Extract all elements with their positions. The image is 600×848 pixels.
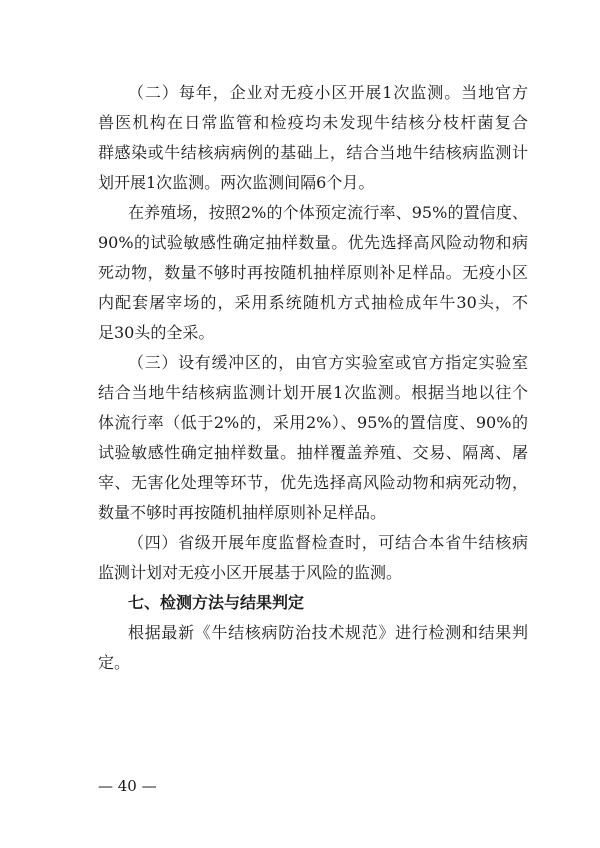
text-line: 试验敏感性确定抽样数量。抽样覆盖养殖、交易、隔离、屠	[98, 443, 528, 462]
text-line: 根据最新《牛结核病防治技术规范》进行检测和结果判	[128, 623, 528, 642]
text-line: 死动物，数量不够时再按随机抽样原则补足样品。无疫小区	[98, 263, 528, 282]
page-number: — 40 —	[98, 777, 157, 795]
text-line: 定。	[98, 653, 131, 672]
text-line: 兽医机构在日常监管和检疫均未发现牛结核分枝杆菌复合	[98, 113, 528, 132]
text-line: 体流行率（低于2%的，采用2%）、95%的置信度、90%的	[98, 413, 528, 432]
text-line: （二）每年，企业对无疫小区开展1次监测。当地官方	[128, 83, 528, 102]
text-line: 监测计划对无疫小区开展基于风险的监测。	[98, 563, 403, 582]
text-line: （四）省级开展年度监督检查时，可结合本省牛结核病	[128, 533, 528, 552]
text-line: （三）设有缓冲区的，由官方实验室或官方指定实验室	[128, 353, 528, 372]
text-line: 内配套屠宰场的，采用系统随机方式抽检成年牛30头，不	[98, 293, 528, 312]
text-line: 足30头的全采。	[98, 323, 215, 342]
text-line: 群感染或牛结核病病例的基础上，结合当地牛结核病监测计	[98, 143, 528, 162]
text-line: 数量不够时再按随机抽样原则补足样品。	[98, 503, 387, 522]
text-line: 宰、无害化处理等环节，优先选择高风险动物和病死动物，	[98, 473, 528, 492]
text-line: 90%的试验敏感性确定抽样数量。优先选择高风险动物和病	[98, 233, 528, 252]
text-line: 划开展1次监测。两次监测间隔6个月。	[98, 173, 375, 192]
text-line: 结合当地牛结核病监测计划开展1次监测。根据当地以往个	[98, 383, 528, 402]
section-heading: 七、检测方法与结果判定	[128, 593, 305, 612]
text-line: 在养殖场，按照2%的个体预定流行率、95%的置信度、	[128, 203, 528, 222]
